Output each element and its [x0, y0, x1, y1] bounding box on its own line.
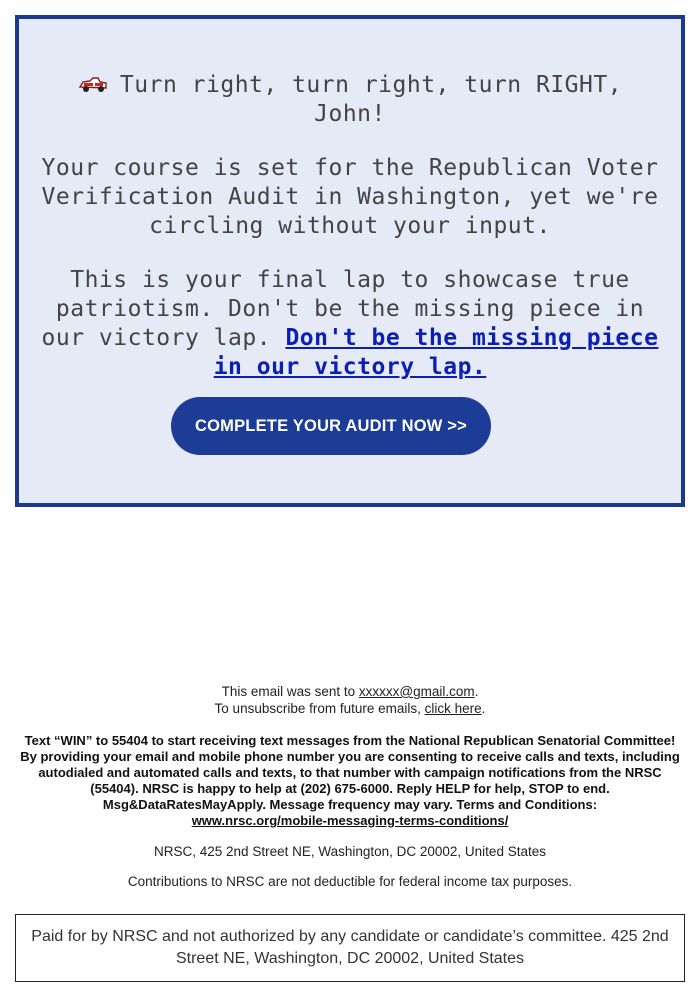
sent-to-prefix: This email was sent to — [221, 684, 359, 699]
tax-disclaimer: Contributions to NRSC are not deductible for federal income tax purposes. — [127, 874, 573, 889]
paragraph-course: Your course is set for the Republican Voter Verification Audit in Washington, yet we're circling without your input. — [41, 155, 659, 239]
recipient-email-link[interactable]: xxxxxx@gmail.com — [358, 684, 475, 699]
sms-disclaimer — [0, 733, 700, 829]
unsubscribe-suffix: . — [481, 701, 486, 716]
headline — [37, 71, 663, 129]
sms-terms-link[interactable]: www.nrsc.org/mobile-messaging-terms-conditions/ — [191, 813, 509, 828]
headline-text: Turn right, turn right, turn RIGHT, John! — [119, 72, 623, 127]
paragraph-final-lap — [37, 266, 663, 382]
email-footer — [0, 680, 700, 890]
sms-disclaimer-text: Text “WIN” to 55404 to start receiving text messages from the National Republican Senatorial Committee! By providing your email and mobile phone number you are consenting to receive calls and texts, including autodialed and automated calls and texts, to that number with campaign notifications from the NRSC (55404). NRSC is happy to help at (202) 675-6000. Reply HELP for help, STOP to end. Msg&DataRatesMayApply. Message frequency may vary. Terms and Conditions: — [20, 733, 680, 812]
mailing-address: NRSC, 425 2nd Street NE, Washington, DC 20002, United States — [154, 844, 546, 859]
sent-to-line — [0, 683, 700, 700]
unsubscribe-line — [0, 700, 700, 717]
unsubscribe-link[interactable]: click here — [424, 701, 482, 716]
paid-for-disclaimer: Paid for by NRSC and not authorized by any candidate or candidate’s committee. 425 2nd Street NE, Washington, DC 20002, United States — [15, 914, 685, 982]
unsubscribe-prefix: To unsubscribe from future emails, — [214, 701, 425, 716]
victory-lap-link[interactable]: Don't be the missing piece in our victory lap. — [213, 325, 659, 380]
race-car-icon — [78, 73, 108, 93]
paragraph-final-lap-text: This is your final lap to showcase true patriotism. Don't be the missing piece in our victory lap. — [41, 267, 645, 351]
complete-audit-button[interactable]: COMPLETE YOUR AUDIT NOW >> — [171, 397, 491, 455]
sent-to-suffix: . — [474, 684, 479, 699]
